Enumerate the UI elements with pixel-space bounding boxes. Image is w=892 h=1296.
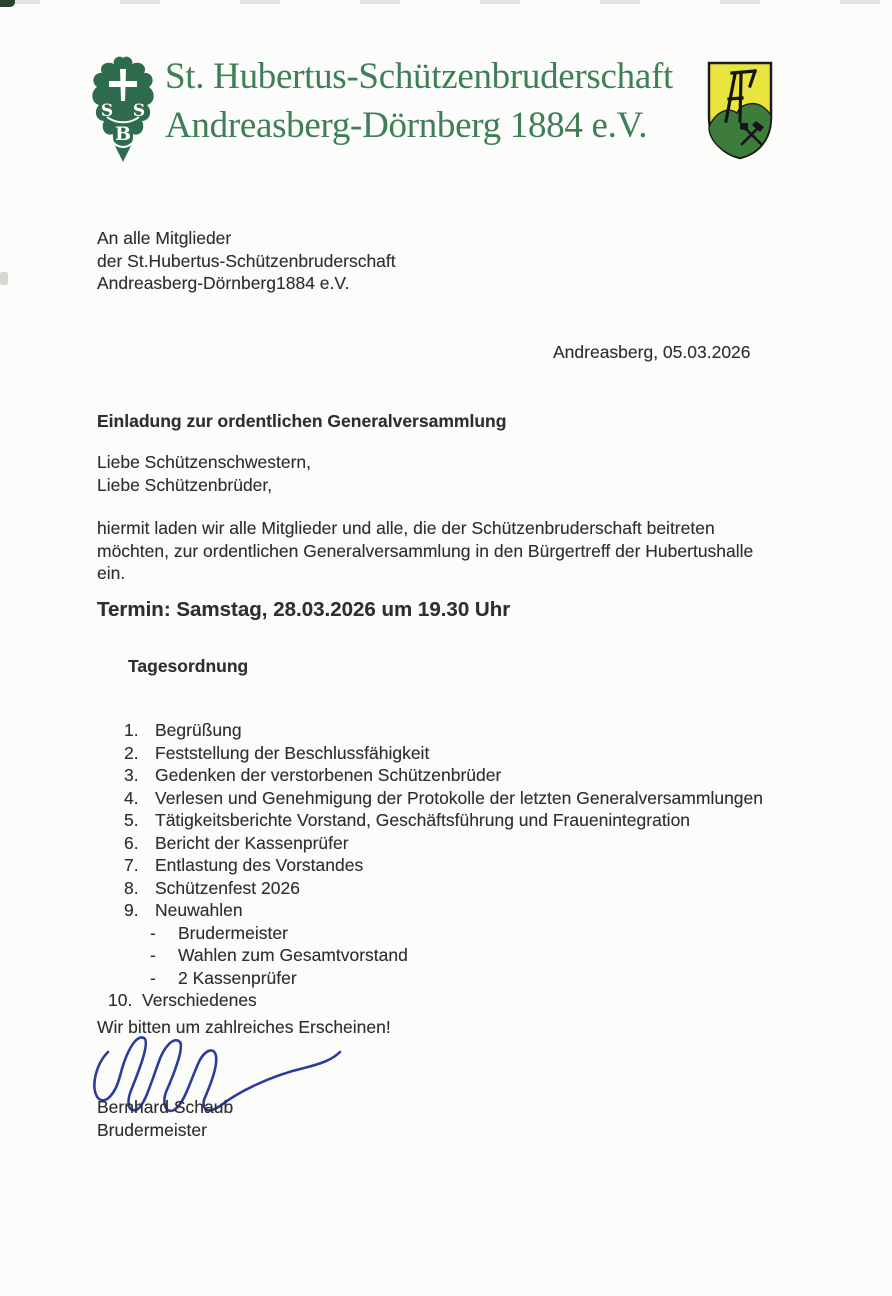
recipient-address bbox=[97, 227, 396, 295]
emblem-letter-b: B bbox=[114, 123, 132, 145]
agenda-subitem-text: Wahlen zum Gesamtvorstand bbox=[178, 945, 408, 965]
recipient-line: Andreasberg-Dörnberg1884 e.V. bbox=[97, 273, 350, 293]
paragraph-line: hiermit laden wir alle Mitglieder und alle, die der Schützenbruderschaft beitreten bbox=[97, 518, 715, 538]
agenda-list bbox=[108, 719, 763, 1012]
paragraph-line: möchten, zur ordentlichen Generalversammlung in den Bürgertreff der Hubertushalle bbox=[97, 540, 754, 561]
signer-name: Bernhard Schaub bbox=[97, 1097, 234, 1117]
signer-block bbox=[97, 1096, 233, 1141]
agenda-item bbox=[124, 742, 763, 765]
recipient-line: An alle Mitglieder bbox=[97, 228, 232, 248]
agenda-item-text: Schützenfest 2026 bbox=[155, 877, 300, 898]
place-date-line: Andreasberg, 05.03.2026 bbox=[553, 342, 751, 362]
agenda-item bbox=[124, 719, 763, 742]
closing-line: Wir bitten um zahlreiches Erscheinen! bbox=[97, 1017, 391, 1037]
signer-role: Brudermeister bbox=[97, 1119, 207, 1140]
agenda-subitem-marker: - bbox=[150, 967, 156, 988]
village-coat-of-arms-icon bbox=[705, 59, 775, 162]
agenda-item-number: 5. bbox=[124, 810, 139, 830]
recipient-line: der St.Hubertus-Schützenbruderschaft bbox=[97, 250, 396, 271]
agenda-item bbox=[124, 899, 763, 922]
agenda-item bbox=[124, 764, 763, 787]
meeting-datetime-heading: Termin: Samstag, 28.03.2026 um 19.30 Uhr bbox=[97, 598, 511, 621]
agenda-item-text: Entlastung des Vorstandes bbox=[155, 855, 364, 875]
salutation-line: Liebe Schützenbrüder, bbox=[97, 474, 273, 495]
agenda-item-text: Bericht der Kassenprüfer bbox=[155, 832, 349, 853]
agenda-subitem-marker: - bbox=[150, 945, 156, 965]
emblem-letter-s-left: S bbox=[100, 101, 114, 121]
agenda-item-text: Verschiedenes bbox=[142, 990, 257, 1010]
org-name-line2: Andreasberg-Dörnberg 1884 e.V. bbox=[165, 105, 648, 146]
agenda-item bbox=[124, 854, 763, 877]
agenda-heading: Tagesordnung bbox=[128, 656, 249, 676]
agenda-item-number: 3. bbox=[124, 765, 139, 785]
agenda-item bbox=[124, 809, 763, 832]
agenda-item-number: 10. bbox=[108, 990, 133, 1010]
agenda-item-text: Gedenken der verstorbenen Schützenbrüder bbox=[155, 765, 502, 785]
agenda-item-number: 4. bbox=[124, 787, 139, 808]
agenda-subitem bbox=[150, 922, 763, 945]
agenda-item-number: 2. bbox=[124, 742, 139, 763]
agenda-subitem-text: 2 Kassenprüfer bbox=[178, 967, 297, 988]
agenda-item-text: Verlesen und Genehmigung der Protokolle der letzten Generalversammlungen bbox=[155, 787, 763, 808]
agenda-item bbox=[124, 877, 763, 900]
agenda-item-number: 9. bbox=[124, 900, 139, 920]
agenda-item-number: 6. bbox=[124, 832, 139, 853]
agenda-item-number: 1. bbox=[124, 720, 139, 740]
emblem-letter-s-right: S bbox=[132, 101, 146, 121]
invitation-paragraph bbox=[97, 517, 753, 585]
agenda-item-text: Tätigkeitsberichte Vorstand, Geschäftsführung und Frauenintegration bbox=[155, 810, 691, 830]
letterhead-title bbox=[165, 52, 710, 150]
agenda-subitem-text: Brudermeister bbox=[178, 922, 288, 943]
agenda-subitem bbox=[150, 967, 763, 990]
scan-artifact-left-edge bbox=[0, 272, 8, 285]
agenda-subitem bbox=[150, 944, 763, 967]
salutation-line: Liebe Schützenschwestern, bbox=[97, 452, 312, 472]
agenda-item-text: Neuwahlen bbox=[155, 900, 243, 920]
agenda-item-number: 7. bbox=[124, 855, 139, 875]
org-name-line1: St. Hubertus-Schützenbruderschaft bbox=[165, 56, 673, 97]
agenda-subitem-marker: - bbox=[150, 922, 156, 943]
scan-artifact-corner bbox=[0, 0, 15, 7]
agenda-item bbox=[124, 832, 763, 855]
agenda-item-number: 8. bbox=[124, 877, 139, 898]
brotherhood-oakleaf-emblem-icon bbox=[88, 54, 158, 166]
paragraph-line: ein. bbox=[97, 563, 126, 583]
agenda-item bbox=[124, 787, 763, 810]
subject-line: Einladung zur ordentlichen Generalversammlung bbox=[97, 411, 507, 431]
scan-artifact-top bbox=[0, 0, 892, 4]
agenda-item-text: Feststellung der Beschlussfähigkeit bbox=[155, 742, 430, 763]
agenda-item bbox=[108, 989, 763, 1012]
salutation bbox=[97, 451, 311, 496]
agenda-item-text: Begrüßung bbox=[155, 720, 242, 740]
